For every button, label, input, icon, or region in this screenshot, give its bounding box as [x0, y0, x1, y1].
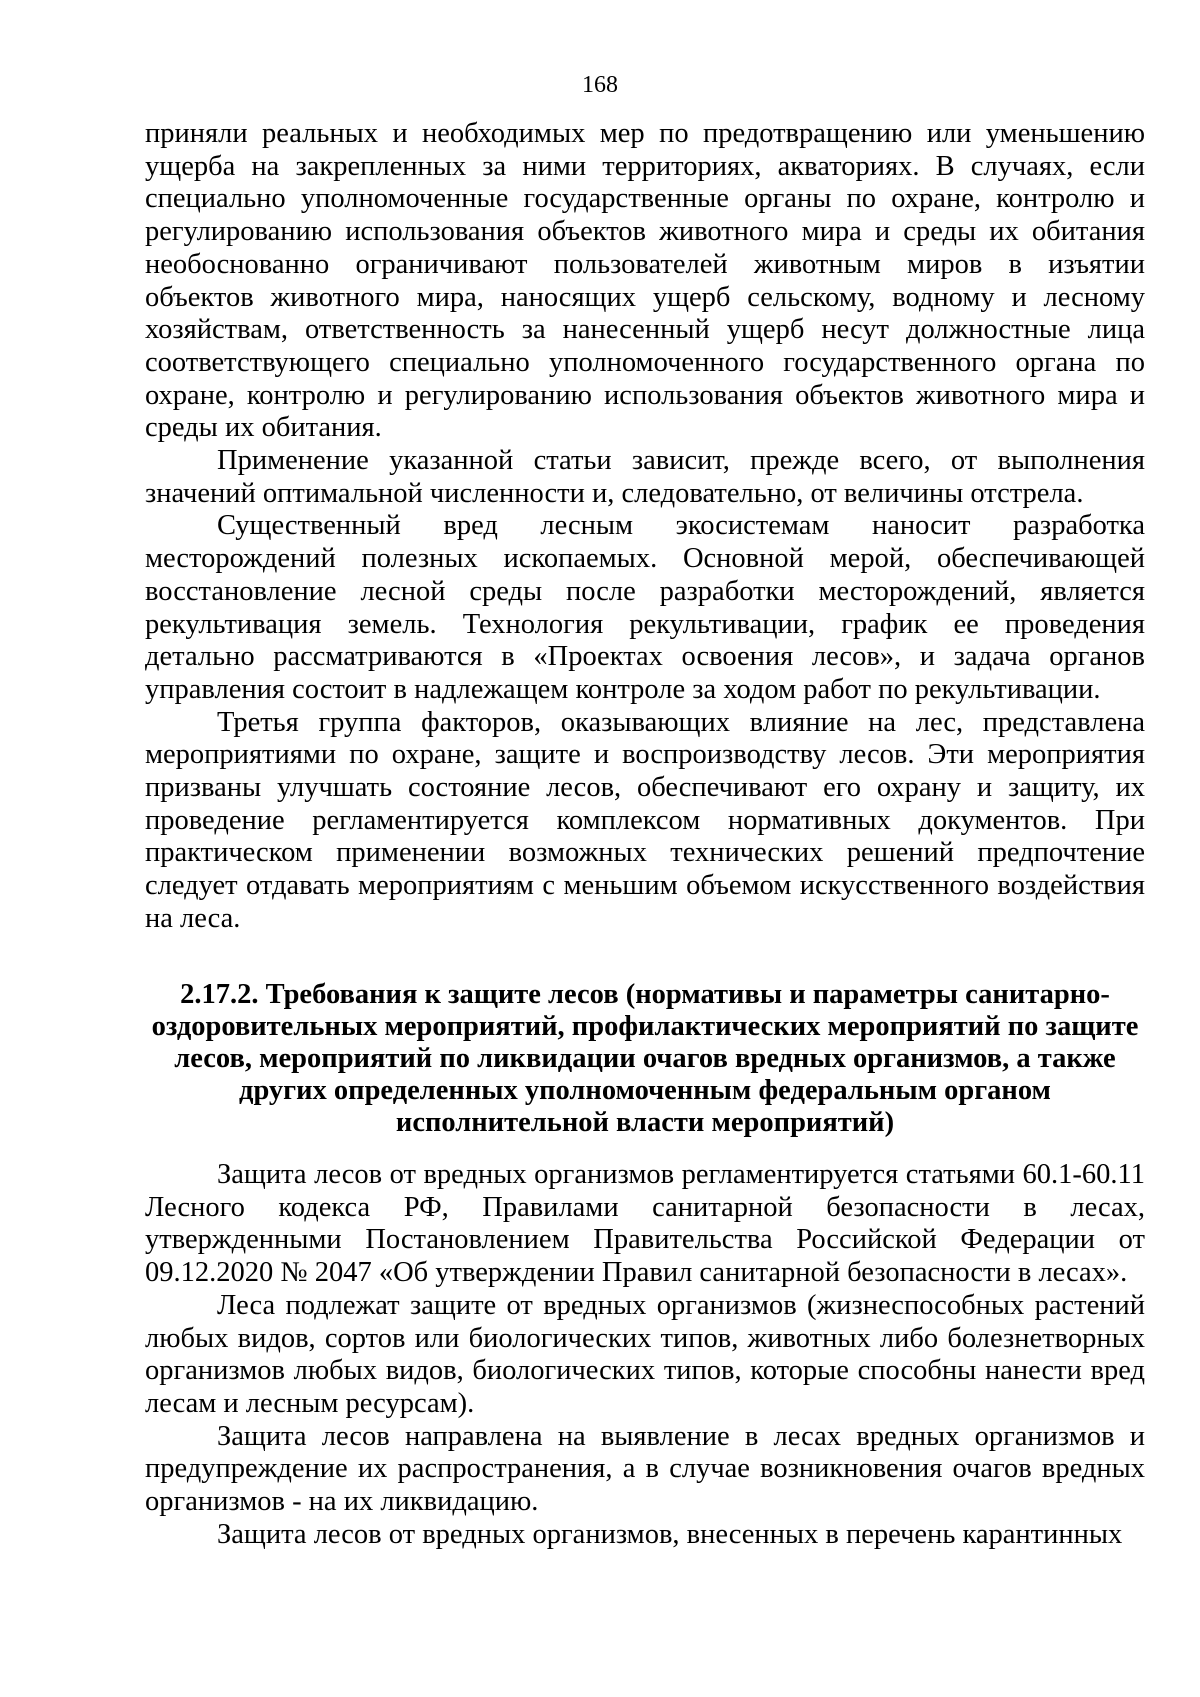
top-text-block	[145, 118, 1145, 936]
paragraph-protection-aim: Защита лесов направлена на выявление в лесах вредных организмов и предупреждение их распространения, а в случае возникновения очагов вредных организмов - на их ликвидацию.	[145, 1420, 1145, 1518]
section-heading	[145, 979, 1145, 1139]
bottom-text-block	[145, 1159, 1145, 1551]
section-heading-line: лесов, мероприятий по ликвидации очагов вредных организмов, а также	[174, 1043, 1116, 1074]
paragraph-quarantine: Защита лесов от вредных организмов, внесенных в перечень карантинных	[217, 1518, 1123, 1550]
section-heading-line: других определенных уполномоченным федеральным органом	[239, 1075, 1051, 1106]
paragraph-article-application: Применение указанной статьи зависит, прежде всего, от выполнения значений оптимальной численности и, следовательно, от величины отстрела.	[145, 445, 1145, 509]
paragraph-third-factor-group: Третья группа факторов, оказывающих влияние на лес, представлена мероприятиями по охране, защите и воспроизводству лесов. Эти мероприятия призваны улучшать состояние лесов, обеспечивают его охрану и защиту, их проведение регламентируется комплексом нормативных документов. При практическом применении возможных технических решений предпочтение следует отдавать мероприятиям с меньшим объемом искусственного воздействия на леса.	[145, 706, 1145, 934]
paragraph-regulation: Защита лесов от вредных организмов регламентируется статьями 60.1-60.11 Лесного кодекса РФ, Правилами санитарной безопасности в лесах, утвержденными Постановлением Правительства Российской Федерации от 09.12.2020 № 2047 «Об утверждении Правил санитарной безопасности в лесах».	[145, 1159, 1145, 1289]
paragraph-mining-damage: Существенный вред лесным экосистемам наносит разработка месторождений полезных ископаемых. Основной мерой, обеспечивающей восстановление лесной среды после разработки месторождений, является рекультивация земель. Технология рекультивации, график ее проведения детально рассматриваются в «Проектах освоения лесов», и задача органов управления состоит в надлежащем контроле за ходом работ по рекультивации.	[145, 510, 1145, 705]
paragraph-harmful-organisms: Леса подлежат защите от вредных организмов (жизнеспособных растений любых видов, сортов или биологических типов, животных либо болезнетворных организмов любых видов, биологических типов, которые способны нанести вред лесам и лесным ресурсам).	[145, 1289, 1145, 1419]
section-heading-line: 2.17.2. Требования к защите лесов (нормативы и параметры санитарно-	[180, 979, 1110, 1010]
section-heading-line: исполнительной власти мероприятий)	[395, 1107, 895, 1138]
section-heading-line: оздоровительных мероприятий, профилактических мероприятий по защите	[151, 1011, 1139, 1042]
page-number: 168	[582, 72, 618, 98]
paragraph-continuation: приняли реальных и необходимых мер по предотвращению или уменьшению ущерба на закрепленных за ними территориях, акваториях. В случаях, если специально уполномоченные государственные органы по охране, контролю и регулированию использования объектов животного мира и среды их обитания необоснованно ограничивают пользователей животным миров в изъятии объектов животного мира, наносящих ущерб сельскому, водному и лесному хозяйствам, ответственность за нанесенный ущерб несут должностные лица соответствующего специально уполномоченного государственного органа по охране, контролю и регулированию использования объектов животного мира и среды их обитания.	[145, 118, 1145, 444]
